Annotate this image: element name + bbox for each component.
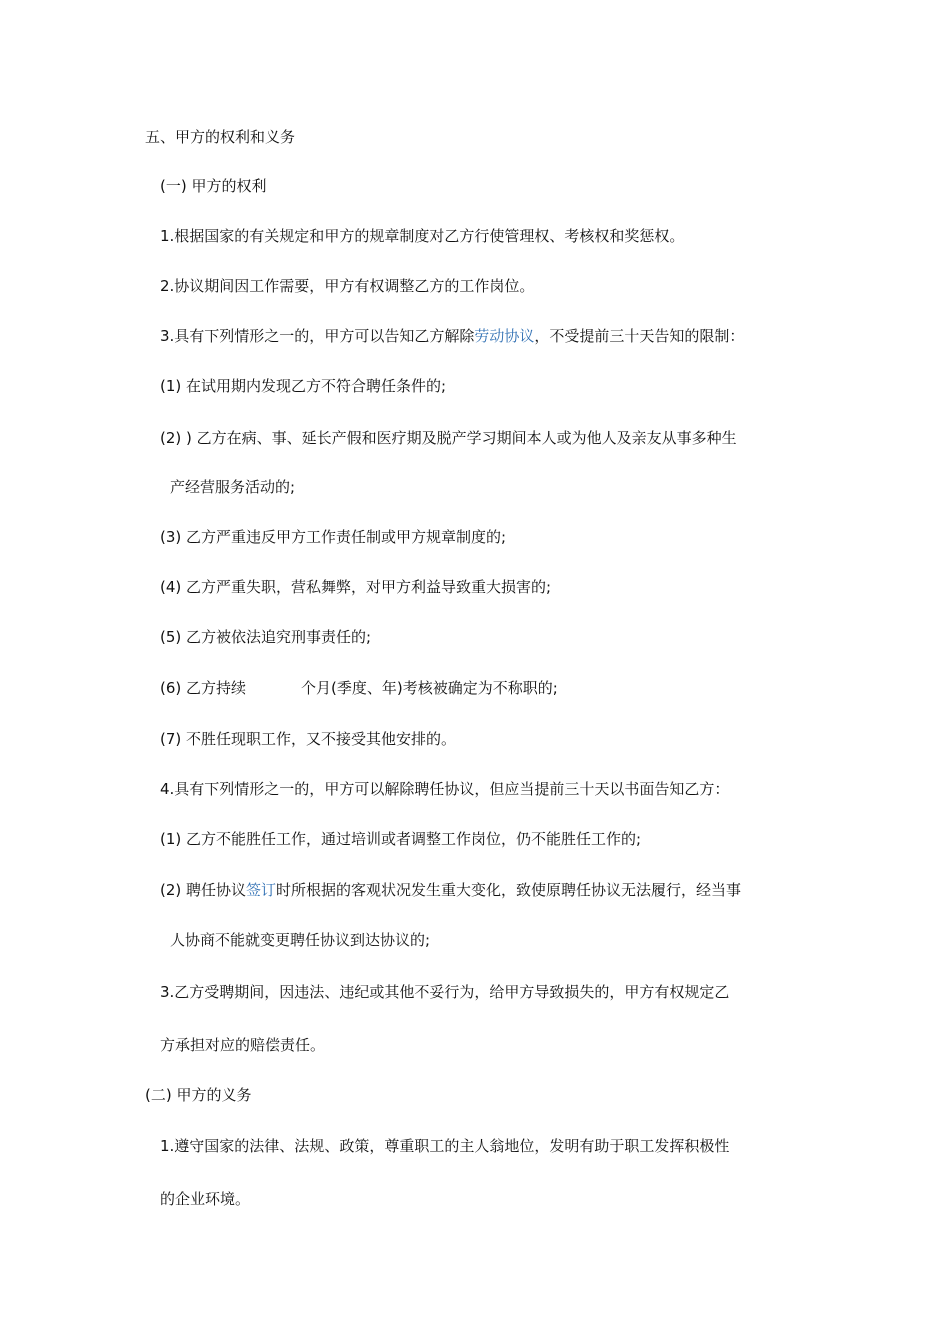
rights-item-3-text-end: ，不受提前三十天告知的限制： — [534, 327, 745, 345]
duties-item-1: 1.遵守国家的法律、法规、政策，尊重职工的主人翁地位，发明有助于职工发挥积极性 — [160, 1137, 730, 1155]
labor-agreement-link[interactable]: 劳动协议 — [474, 327, 535, 345]
rights-item-4-sub-2-continued: 人协商不能就变更聘任协议到达协议的; — [170, 931, 431, 949]
rights-item-3-sub-6-start: (6) 乙方持续 — [160, 679, 247, 697]
rights-item-3-sub-4: (4) 乙方严重失职，营私舞弊，对甲方利益导致重大损害的; — [160, 578, 552, 596]
rights-item-3-sub-2-continued: 产经营服务活动的; — [170, 478, 296, 496]
rights-item-3 — [160, 326, 744, 346]
rights-item-4-sub-2-end: 时所根据的客观状况发生重大变化，致使原聘任协议无法履行，经当事 — [276, 881, 742, 899]
rights-item-2: 2.协议期间因工作需要，甲方有权调整乙方的工作岗位。 — [160, 277, 535, 295]
rights-item-3-sub-6-end: 个月(季度、年)考核被确定为不称职的; — [301, 679, 558, 697]
rights-item-4-sub-2-start: (2) 聘任协议 — [160, 881, 247, 899]
rights-item-3-sub-1: (1) 在试用期内发现乙方不符合聘任条件的; — [160, 377, 447, 395]
rights-item-3-sub-5: (5) 乙方被依法追究刑事责任的; — [160, 628, 372, 646]
rights-item-3-sub-6 — [160, 678, 558, 698]
rights-item-4: 4.具有下列情形之一的，甲方可以解除聘任协议，但应当提前三十天以书面告知乙方： — [160, 780, 730, 798]
duties-item-1-continued: 的企业环境。 — [160, 1190, 251, 1208]
rights-item-3-sub-3: (3) 乙方严重违反甲方工作责任制或甲方规章制度的; — [160, 528, 507, 546]
rights-item-4-sub-2 — [160, 880, 741, 900]
rights-item-5: 3.乙方受聘期间，因违法、违纪或其他不妥行为，给甲方导致损失的，甲方有权规定乙 — [160, 983, 730, 1001]
rights-item-4-sub-1: (1) 乙方不能胜任工作，通过培训或者调整工作岗位，仍不能胜任工作的; — [160, 830, 642, 848]
subsection-duties-heading: (二) 甲方的义务 — [145, 1086, 252, 1104]
signing-link[interactable]: 签订 — [246, 881, 277, 899]
subsection-rights-heading: (一) 甲方的权利 — [160, 177, 267, 195]
rights-item-5-continued: 方承担对应的赔偿责任。 — [160, 1036, 326, 1054]
rights-item-3-text-start: 3.具有下列情形之一的，甲方可以告知乙方解除 — [160, 327, 475, 345]
rights-item-1: 1.根据国家的有关规定和甲方的规章制度对乙方行使管理权、考核权和奖惩权。 — [160, 227, 685, 245]
rights-item-3-sub-7: (7) 不胜任现职工作，又不接受其他安排的。 — [160, 730, 457, 748]
section-title: 五、甲方的权利和义务 — [145, 128, 296, 146]
rights-item-3-sub-2: (2) ) 乙方在病、事、延长产假和医疗期及脱产学习期间本人或为他人及亲友从事多种生 — [160, 429, 737, 447]
